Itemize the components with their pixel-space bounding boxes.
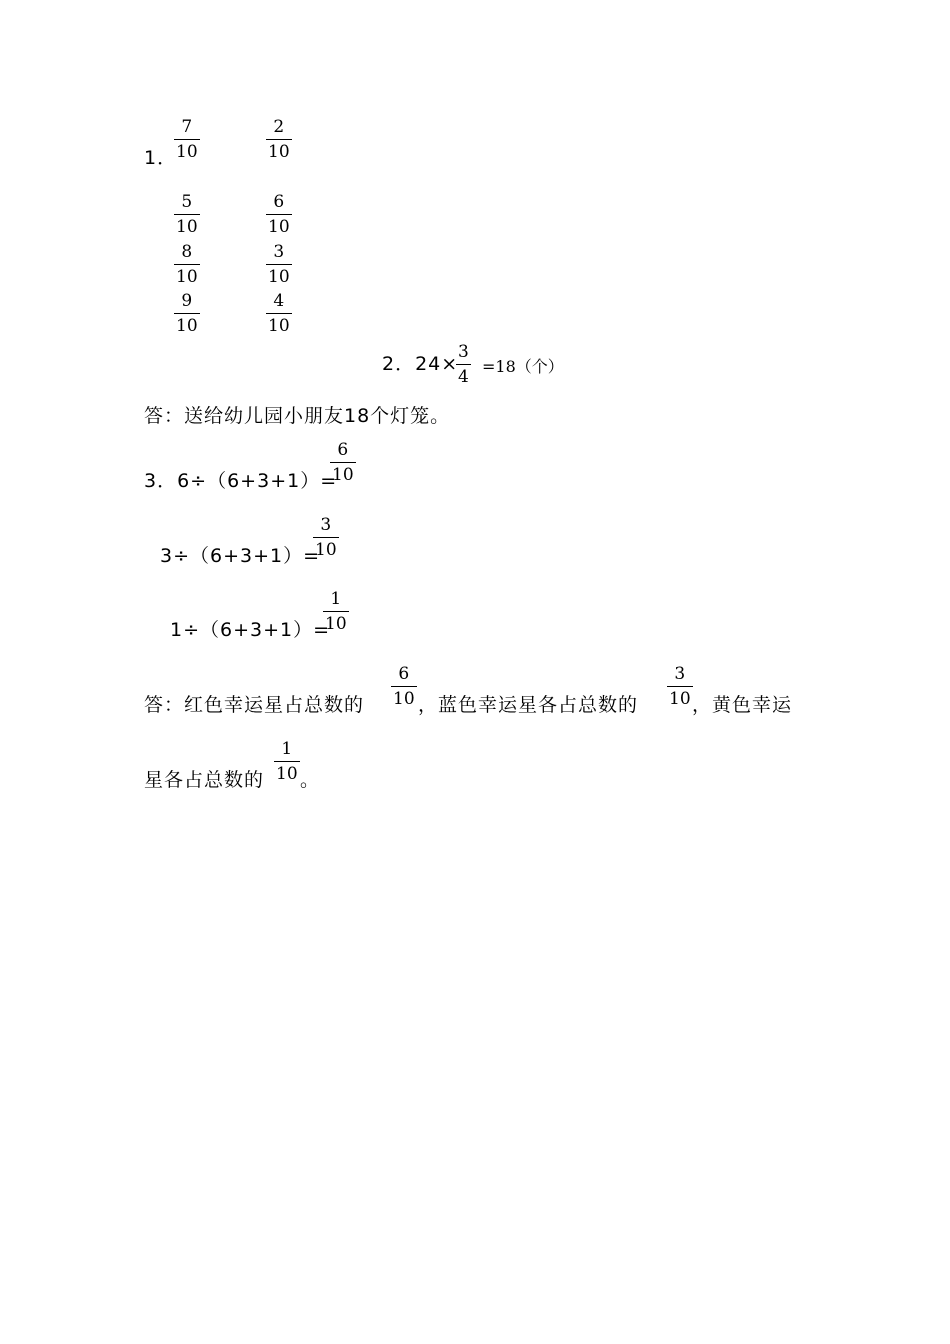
q2-result: =18（个） bbox=[482, 357, 564, 376]
q2-expression: 2．24× bbox=[382, 353, 459, 375]
q1-fraction-3: 5 10 bbox=[176, 192, 198, 237]
q3-answer-fraction-1: 6 10 bbox=[393, 664, 415, 709]
q1-fraction-2: 2 10 bbox=[268, 117, 290, 162]
q1-fraction-1: 7 10 bbox=[176, 117, 198, 162]
q2-fraction: 3 4 bbox=[458, 342, 469, 387]
q3-answer-part-1: 答：红色幸运星占总数的 bbox=[144, 694, 365, 716]
q2-answer: 答：送给幼儿园小朋友18个灯笼。 bbox=[144, 405, 451, 427]
q3-answer-part-4: 星各占总数的 bbox=[144, 769, 265, 791]
q3-fraction-2: 3 10 bbox=[315, 515, 337, 560]
q3-answer-part-2: ，蓝色幸运星各占总数的 bbox=[418, 694, 639, 716]
q1-fraction-5: 8 10 bbox=[176, 242, 198, 287]
q3-line-2: 3÷（6+3+1）= bbox=[160, 545, 321, 567]
q1-fraction-4: 6 10 bbox=[268, 192, 290, 237]
q3-line-1: 3．6÷（6+3+1）= bbox=[144, 470, 338, 492]
q3-fraction-3: 1 10 bbox=[325, 589, 347, 634]
q3-line-3: 1÷（6+3+1）= bbox=[170, 619, 331, 641]
q1-fraction-6: 3 10 bbox=[268, 242, 290, 287]
q3-answer-part-3: ，黄色幸运 bbox=[692, 694, 793, 716]
q3-fraction-1: 6 10 bbox=[332, 440, 354, 485]
q1-fraction-7: 9 10 bbox=[176, 291, 198, 336]
q1-label: 1． bbox=[144, 147, 178, 169]
q3-answer-fraction-2: 3 10 bbox=[669, 664, 691, 709]
q3-answer-fraction-3: 1 10 bbox=[276, 739, 298, 784]
q1-fraction-8: 4 10 bbox=[268, 291, 290, 336]
q3-answer-end: 。 bbox=[300, 769, 321, 791]
